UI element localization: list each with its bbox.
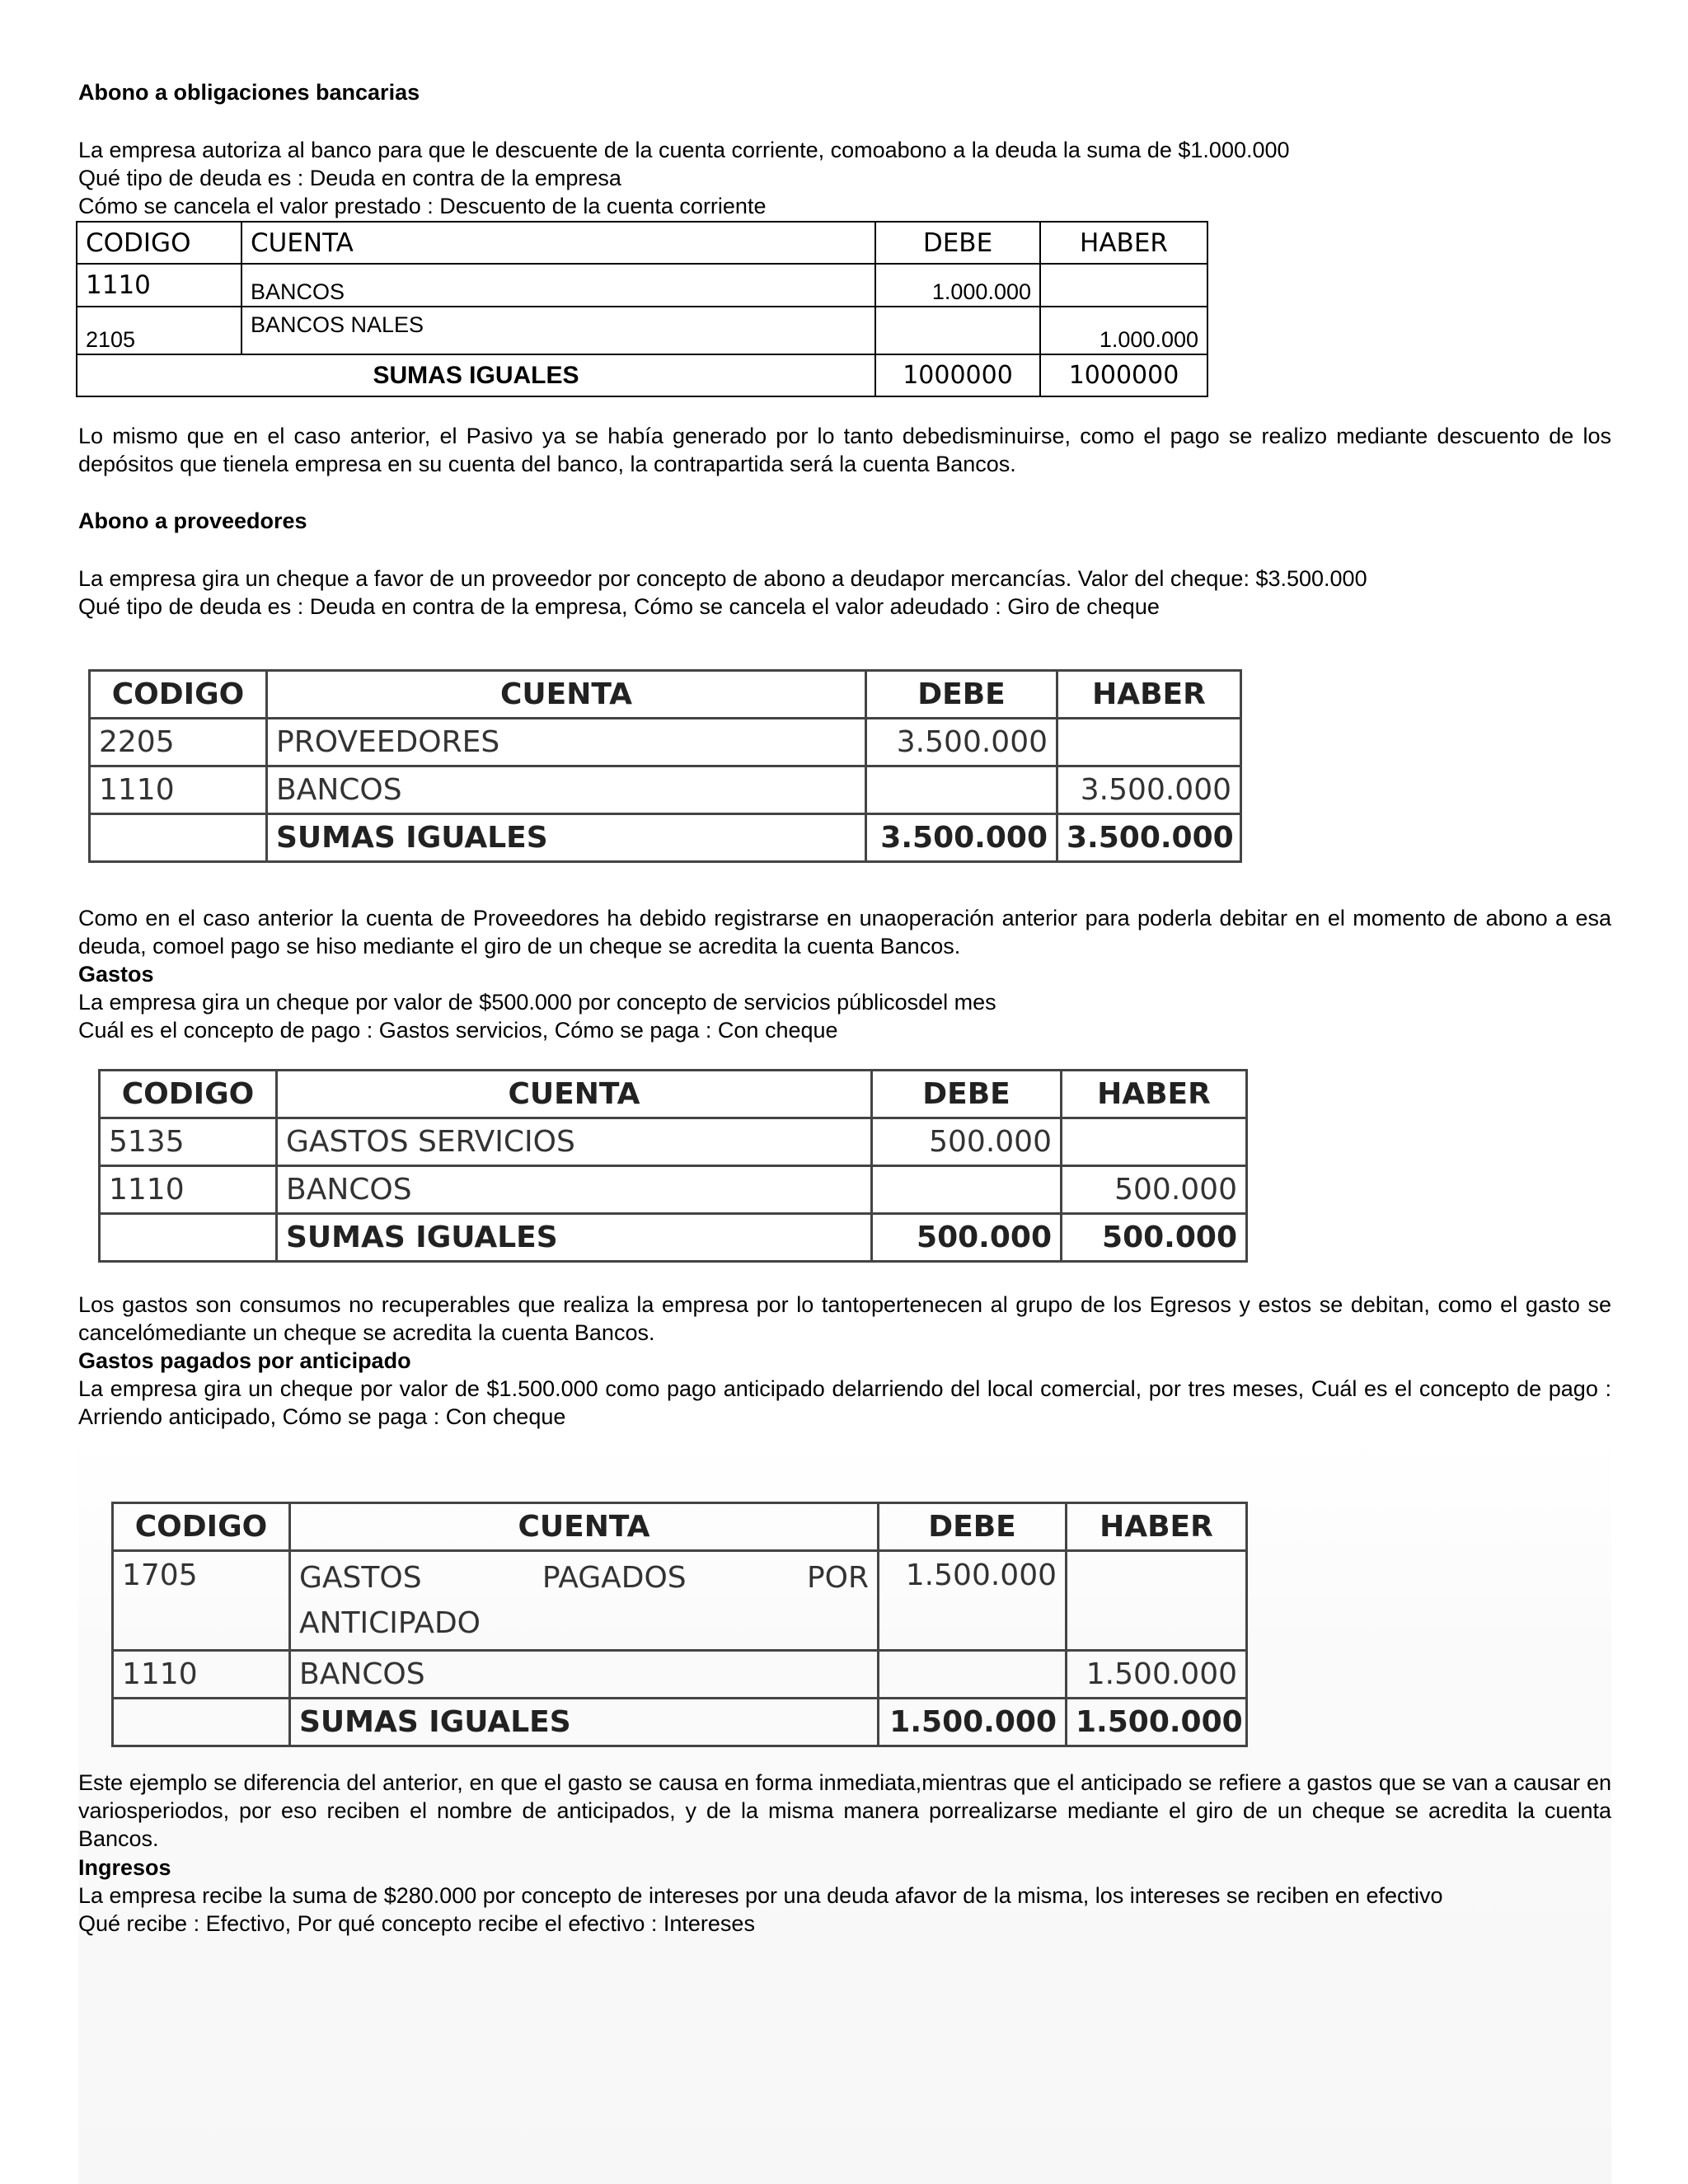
table-row [90,766,1241,814]
journal-table-anticipados [111,1502,1248,1747]
cell-cuenta: BANCOS [241,264,875,307]
paragraph: Los gastos son consumos no recuperables que realiza la empresa por lo tantopertenecen al grupo de los Egresos y estos se debitan, como el gasto se cancelómediante un cheque se acredita la cuenta Bancos. [78,1292,1611,1345]
table-row [77,264,1207,307]
cell-cuenta: BANCOS NALES [241,307,875,354]
header-codigo: CODIGO [77,222,241,264]
header-haber: HABER [1057,671,1241,719]
cell-codigo: 1110 [113,1651,290,1699]
cell-haber: 3.500.000 [1057,766,1241,814]
table-row [113,1551,1247,1651]
table-row [100,1166,1247,1214]
cell-debe: 1.500.000 [879,1551,1067,1651]
header-codigo: CODIGO [90,671,267,719]
paragraph: Lo mismo que en el caso anterior, el Pasivo ya se había generado por lo tanto debedisminuirse, como el pago se realizo mediante descuento de los depósitos que tienela empresa en su cuenta del banco, la contrapartida será la cuenta Bancos. [78,424,1611,476]
header-cuenta: CUENTA [290,1503,879,1551]
header-debe: DEBE [872,1071,1062,1118]
section-title-ingresos: Ingresos [78,1855,171,1880]
header-cuenta: CUENTA [241,222,875,264]
header-debe: DEBE [866,671,1057,719]
paragraph: Como en el caso anterior la cuenta de Proveedores ha debido registrarse en unaoperación anterior para poderla debitar en el momento de abono a esa deuda, comoel pago se hiso mediante el giro de un cheque se acredita la cuenta Bancos. [78,906,1611,958]
table-header-row [113,1503,1247,1551]
cell-haber: 500.000 [1062,1166,1247,1214]
total-debe: 1000000 [875,354,1040,396]
paragraph: Qué recibe : Efectivo, Por qué concepto recibe el efectivo : Intereses [78,1911,755,1936]
cuenta-word: POR [806,1561,869,1595]
cell-cuenta: BANCOS [277,1166,872,1214]
cell-debe: 1.000.000 [875,264,1040,307]
cell-cuenta [290,1551,879,1651]
total-label: SUMAS IGUALES [77,354,875,396]
cuenta-word: PAGADOS [542,1561,687,1595]
journal-table-gastos [98,1069,1248,1263]
cell-codigo: 5135 [100,1118,277,1166]
paragraph: Cuál es el concepto de pago : Gastos servicios, Cómo se paga : Con cheque [78,1018,838,1043]
paragraph: La empresa gira un cheque por valor de $1.500.000 como pago anticipado delarriendo del local comercial, por tres meses, Cuál es el concepto de pago : Arriendo anticipado, Cómo se paga : Con cheque [78,1376,1611,1429]
cell-debe [879,1651,1067,1699]
cell-cuenta: BANCOS [290,1651,879,1699]
total-debe: 3.500.000 [866,814,1057,862]
cell-debe: 500.000 [872,1118,1062,1166]
cell-haber [1067,1551,1247,1651]
table-header-row [77,222,1207,264]
total-label: SUMAS IGUALES [267,814,866,862]
cuenta-line-2: ANTICIPADO [299,1606,481,1640]
cell-haber [1040,264,1207,307]
paragraph: La empresa recibe la suma de $280.000 por concepto de intereses por una deuda afavor de la misma, los intereses se reciben en efectivo [78,1883,1443,1908]
paragraph: Cómo se cancela el valor prestado : Descuento de la cuenta corriente [78,194,767,218]
table-row [77,307,1207,354]
cell-debe [866,766,1057,814]
cell-haber [1062,1118,1247,1166]
cell-haber [1057,719,1241,766]
cell-codigo: 2205 [90,719,267,766]
paragraph: La empresa gira un cheque a favor de un proveedor por concepto de abono a deudapor mercancías. Valor del cheque: $3.500.000 [78,566,1367,591]
cell-codigo: 2105 [77,307,241,354]
header-codigo: CODIGO [100,1071,277,1118]
total-haber: 1000000 [1040,354,1207,396]
table-header-row [100,1071,1247,1118]
cell-debe [872,1166,1062,1214]
section-title-gastos-anticipados: Gastos pagados por anticipado [78,1348,411,1373]
table-header-row [90,671,1241,719]
header-codigo: CODIGO [113,1503,290,1551]
cell-codigo: 1110 [77,264,241,307]
total-label: SUMAS IGUALES [277,1214,872,1262]
cell-codigo: 1110 [100,1166,277,1214]
table-row [100,1118,1247,1166]
cell-cuenta: BANCOS [267,766,866,814]
header-cuenta: CUENTA [277,1071,872,1118]
total-debe: 500.000 [872,1214,1062,1262]
cuenta-line-1 [299,1561,869,1595]
cell-debe [875,307,1040,354]
cell-codigo: 1705 [113,1551,290,1651]
header-debe: DEBE [879,1503,1067,1551]
cell-haber: 1.000.000 [1040,307,1207,354]
paragraph: La empresa autoriza al banco para que le descuente de la cuenta corriente, comoabono a la deuda la suma de $1.000.000 [78,138,1290,162]
table-total-row [113,1699,1247,1746]
header-haber: HABER [1040,222,1207,264]
paragraph: Qué tipo de deuda es : Deuda en contra de la empresa [78,166,621,190]
cell-debe: 3.500.000 [866,719,1057,766]
paragraph: Este ejemplo se diferencia del anterior, en que el gasto se causa en forma inmediata,mientras que el anticipado se refiere a gastos que se van a causar en variosperiodos, por eso reciben el nombre de anticipados, y de la misma manera porrealizarse mediante el giro de un cheque se acredita la cuenta Bancos. [78,1770,1611,1851]
cell-haber: 1.500.000 [1067,1651,1247,1699]
table-row [90,719,1241,766]
cuenta-word: GASTOS [299,1561,422,1595]
header-haber: HABER [1067,1503,1247,1551]
paragraph: Qué tipo de deuda es : Deuda en contra de la empresa, Cómo se cancela el valor adeudado : Giro de cheque [78,594,1160,619]
section-title-gastos: Gastos [78,962,154,987]
table-total-row [77,354,1207,396]
table-total-row [100,1214,1247,1262]
header-haber: HABER [1062,1071,1247,1118]
header-debe: DEBE [875,222,1040,264]
table-row [113,1651,1247,1699]
table-total-row [90,814,1241,862]
total-debe: 1.500.000 [879,1699,1067,1746]
cell-cuenta: GASTOS SERVICIOS [277,1118,872,1166]
total-haber: 3.500.000 [1057,814,1241,862]
cell-empty [90,814,267,862]
header-cuenta: CUENTA [267,671,866,719]
cell-empty [113,1699,290,1746]
cell-cuenta: PROVEEDORES [267,719,866,766]
cell-codigo: 1110 [90,766,267,814]
cell-empty [100,1214,277,1262]
total-haber: 1.500.000 [1067,1699,1247,1746]
paragraph: La empresa gira un cheque por valor de $500.000 por concepto de servicios públicosdel mes [78,990,996,1015]
total-label: SUMAS IGUALES [290,1699,879,1746]
section-title-abono-obligaciones: Abono a obligaciones bancarias [78,80,420,105]
total-haber: 500.000 [1062,1214,1247,1262]
section-title-abono-proveedores: Abono a proveedores [78,509,307,533]
journal-table-obligaciones [76,221,1208,397]
journal-table-proveedores [88,669,1242,863]
